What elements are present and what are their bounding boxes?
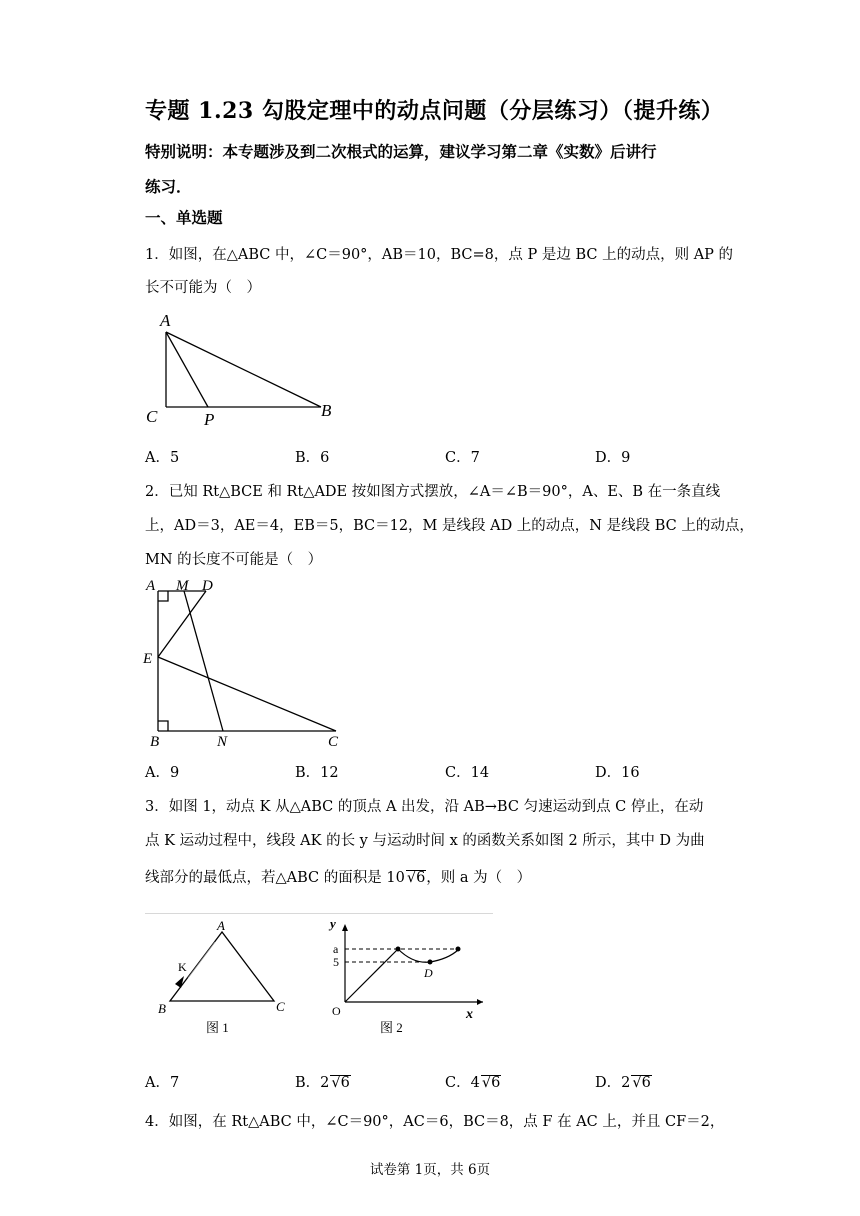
q3-line-3-suffix: ，则 a 为（ ） <box>426 870 532 886</box>
q3-option-a: A．7 <box>145 1075 180 1091</box>
q1-label-c: C <box>146 407 158 426</box>
q3-option-d: D．2 √6 <box>595 1075 651 1091</box>
q3-fig1-label-b: B <box>158 1001 166 1016</box>
q2-option-c: C．14 <box>445 765 490 781</box>
q3-fig2-x-arrow <box>477 999 483 1005</box>
q1-side-ab <box>166 332 321 407</box>
q1-text-line-1: 1．如图，在△ABC 中，∠C＝90°，AB＝10，BC=8，点 P 是边 BC 上的动点，则 AP 的 <box>145 247 734 263</box>
q3-figure-2 <box>318 914 490 1044</box>
q3-fig1-guide <box>188 942 215 978</box>
q3-fig2-label-5: 5 <box>333 955 339 969</box>
q4-text-line-1: 4．如图，在 Rt△ABC 中，∠C＝90°，AC＝6，BC＝8，点 F 在 AC 上，并且 CF＝2， <box>145 1114 725 1130</box>
q1-option-d: D．9 <box>595 450 631 466</box>
q3-fig2-caption: 图 2 <box>380 1020 403 1035</box>
q1-label-a: A <box>160 311 171 330</box>
q3-fig2-point-end <box>456 947 461 952</box>
q3-area-radical: √6 <box>406 870 426 886</box>
q2-label-a: A <box>146 578 156 594</box>
q3-fig2-label-o: O <box>332 1004 341 1018</box>
q2-option-b: B．12 <box>295 765 339 781</box>
q2-line-ec <box>158 657 336 731</box>
q3-fig2-point-1 <box>396 947 401 952</box>
page-footer: 试卷第 1页，共 6页 <box>369 1162 491 1178</box>
q3-fig1-label-k: K <box>178 960 187 974</box>
q1-option-b: B．6 <box>295 450 330 466</box>
q2-segment-mn <box>184 591 223 731</box>
note-line-1: 特别说明：本专题涉及到二次根式的运算，建议学习第二章《实数》后讲行 <box>145 142 657 161</box>
q3-option-b: B．2 √6 <box>295 1075 350 1091</box>
page-title: 专题 1.23 勾股定理中的动点问题（分层练习）（提升练） <box>145 98 724 124</box>
q3-line-3-prefix: 线部分的最低点，若△ABC 的面积是 10 <box>145 870 405 886</box>
q2-text-line-3: MN 的长度不可能是（ ） <box>145 552 323 568</box>
q3-option-c: C．4 √6 <box>445 1075 501 1091</box>
section-heading: 一、单选题 <box>145 208 223 227</box>
q3-fig1-label-a: A <box>217 918 225 933</box>
q3-text-line-1: 3．如图 1，动点 K 从△ABC 的顶点 A 出发，沿 AB→BC 匀速运动到点 C 停止，在动 <box>145 799 704 815</box>
q2-right-angle-b <box>158 721 168 731</box>
q3-fig2-label-a: a <box>333 942 339 956</box>
q1-segment-ap <box>166 332 208 407</box>
q2-right-angle-a <box>158 591 168 601</box>
q3-fig1-caption: 图 1 <box>206 1020 229 1035</box>
q3-fig1-label-c: C <box>276 999 285 1014</box>
note-line-2: 练习． <box>145 177 192 196</box>
q2-option-a: A．9 <box>145 765 180 781</box>
q2-label-c: C <box>328 734 339 750</box>
q2-label-n: N <box>217 734 228 750</box>
q1-text-line-2: 长不可能为（ ） <box>145 280 261 296</box>
q3-fig2-curve-part <box>398 949 458 962</box>
q1-option-c: C．7 <box>445 450 480 466</box>
q3-figure-1 <box>150 914 298 1044</box>
q3-fig2-label-y: y <box>330 916 336 931</box>
q1-label-p: P <box>204 410 215 429</box>
q2-figure <box>140 574 350 752</box>
q3-fig1-arrow <box>175 976 184 988</box>
q3-text-line-2: 点 K 运动过程中，线段 AK 的长 y 与运动时间 x 的函数关系如图 2 所示，其中 D 为曲 <box>145 833 705 849</box>
q3-fig2-y-arrow <box>342 924 348 931</box>
q1-option-a: A．5 <box>145 450 180 466</box>
q3-fig2-linear-part <box>345 949 398 1002</box>
q2-text-line-2: 上，AD＝3，AE＝4，EB＝5，BC＝12，M 是线段 AD 上的动点，N 是线段 BC 上的动点， <box>145 518 754 534</box>
q1-label-b: B <box>321 401 332 420</box>
q2-label-d: D <box>202 578 213 594</box>
q2-label-b: B <box>150 734 160 750</box>
q3-fig2-label-d: D <box>424 966 433 980</box>
q3-fig2-label-x: x <box>466 1007 473 1022</box>
q3-text-line-3 <box>145 866 531 887</box>
q2-label-e: E <box>143 651 153 667</box>
q1-figure <box>140 306 340 431</box>
q2-text-line-1: 2．已知 Rt△BCE 和 Rt△ADE 按如图方式摆放，∠A＝∠B＝90°，A、E、B 在一条直线 <box>145 484 721 500</box>
q2-option-d: D．16 <box>595 765 640 781</box>
q2-label-m: M <box>176 578 189 594</box>
q3-fig2-point-d <box>428 960 433 965</box>
